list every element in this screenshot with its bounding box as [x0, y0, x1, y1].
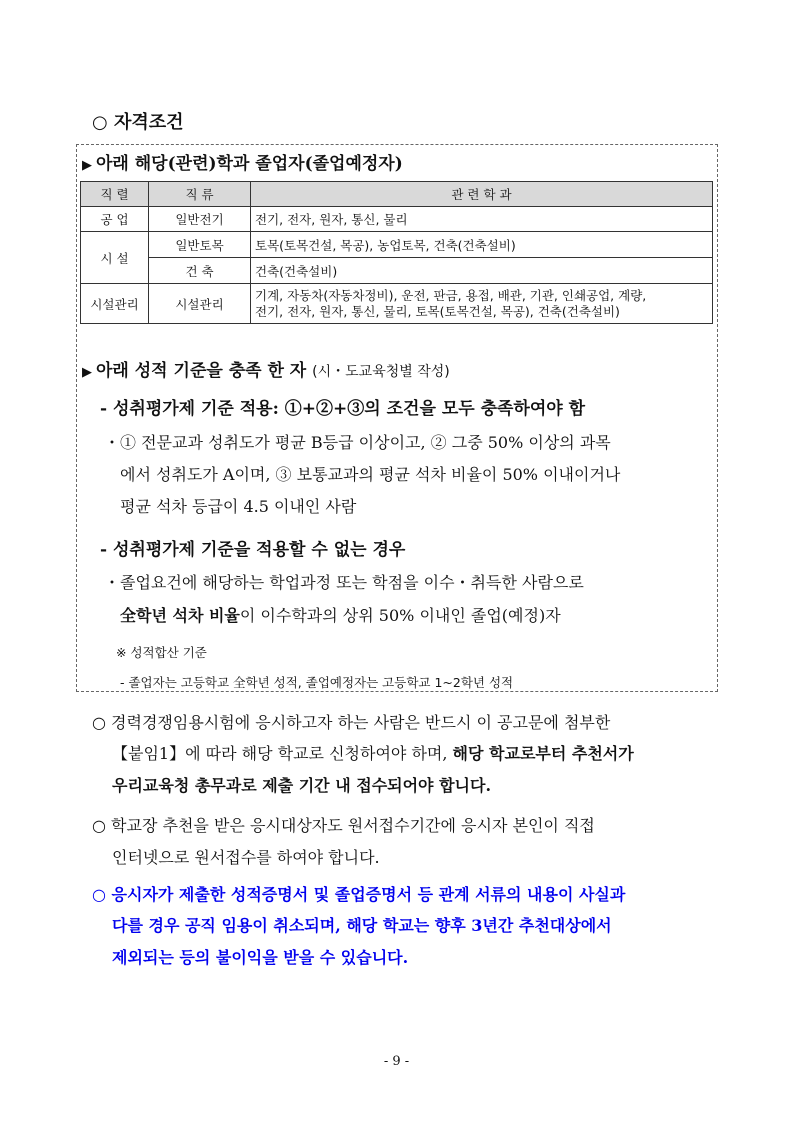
criteria-a-line: 평균 석차 등급이 4.5 이내인 사람	[120, 497, 357, 516]
paragraph-line: ○ 학교장 추천을 받은 응시대상자도 원서접수기간에 응시자 본인이 직접	[92, 816, 595, 835]
triangle-bullet-icon: ▶	[82, 365, 92, 380]
paragraph-line: 우리교육청 총무과로 제출 기간 내 접수되어야 합니다.	[112, 776, 492, 795]
page-number: - 9 -	[383, 1054, 410, 1069]
criteria-a-title: - 성취평가제 기준 적용: ①+②+③의 조건을 모두 충족하여야 함	[100, 399, 586, 419]
paragraph-line: 【붙임1】에 따라 해당 학교로 신청하여야 하며, 해당 학교로부터 추천서가	[112, 744, 634, 763]
table-row: 공 업 일반전기 전기, 전자, 원자, 통신, 물리	[81, 207, 713, 232]
warning-line: ○ 응시자가 제출한 성적증명서 및 졸업증명서 등 관계 서류의 내용이 사실과	[92, 885, 626, 904]
header-type: 직 류	[149, 182, 251, 207]
grades-section-title: ▶ 아래 성적 기준을 충족 한 자 (시・도교육청별 작성)	[82, 361, 450, 381]
triangle-bullet-icon: ▶	[82, 158, 92, 173]
criteria-b-line: 全학년 석차 비율이 이수학과의 상위 50% 이내인 졸업(예정)자	[120, 606, 561, 625]
table-row: 시 설 일반토목 토목(토목건설, 목공), 농업토목, 건축(건축설비)	[81, 232, 713, 258]
warning-line: 다를 경우 공직 임용이 취소되며, 해당 학교는 향후 3년간 추천대상에서	[112, 916, 612, 935]
grades-note-title: ※ 성적합산 기준	[116, 645, 207, 660]
criteria-a-line: 에서 성취도가 A이며, ③ 보통교과의 평균 석차 비율이 50% 이내이거나	[120, 465, 621, 484]
table-header-row	[81, 182, 713, 207]
majors-table	[80, 181, 713, 324]
grades-note-detail: - 졸업자는 고등학교 全학년 성적, 졸업예정자는 고등학교 1~2학년 성적	[120, 675, 514, 690]
header-series: 직 렬	[81, 182, 149, 207]
graduates-section-title: ▶ 아래 해당(관련)학과 졸업자(졸업예정자)	[82, 154, 403, 174]
warning-line: 제외되는 등의 불이익을 받을 수 있습니다.	[112, 948, 409, 967]
paragraph-line: 인터넷으로 원서접수를 하여야 합니다.	[112, 848, 380, 867]
criteria-b-line: ・졸업요건에 해당하는 학업과정 또는 학점을 이수・취득한 사람으로	[104, 573, 584, 592]
criteria-a-line: ・① 전문교과 성취도가 평균 B등급 이상이고, ② 그중 50% 이상의 과목	[104, 433, 611, 452]
table-row: 시설관리 시설관리 기계, 자동차(자동차정비), 운전, 판금, 용접, 배관, 기관, 인쇄공업, 계량, 전기, 전자, 원자, 통신, 물리, 토목(토목건설, 목공), 건축(건축설비)	[81, 284, 713, 324]
header-majors: 관 련 학 과	[251, 182, 713, 207]
paragraph-line: ○ 경력경쟁임용시험에 응시하고자 하는 사람은 반드시 이 공고문에 첨부한	[92, 713, 611, 732]
section-heading: ○ 자격조건	[92, 112, 184, 133]
table-row: 건 축 건축(건축설비)	[81, 258, 713, 284]
criteria-b-title: - 성취평가제 기준을 적용할 수 없는 경우	[100, 540, 406, 560]
